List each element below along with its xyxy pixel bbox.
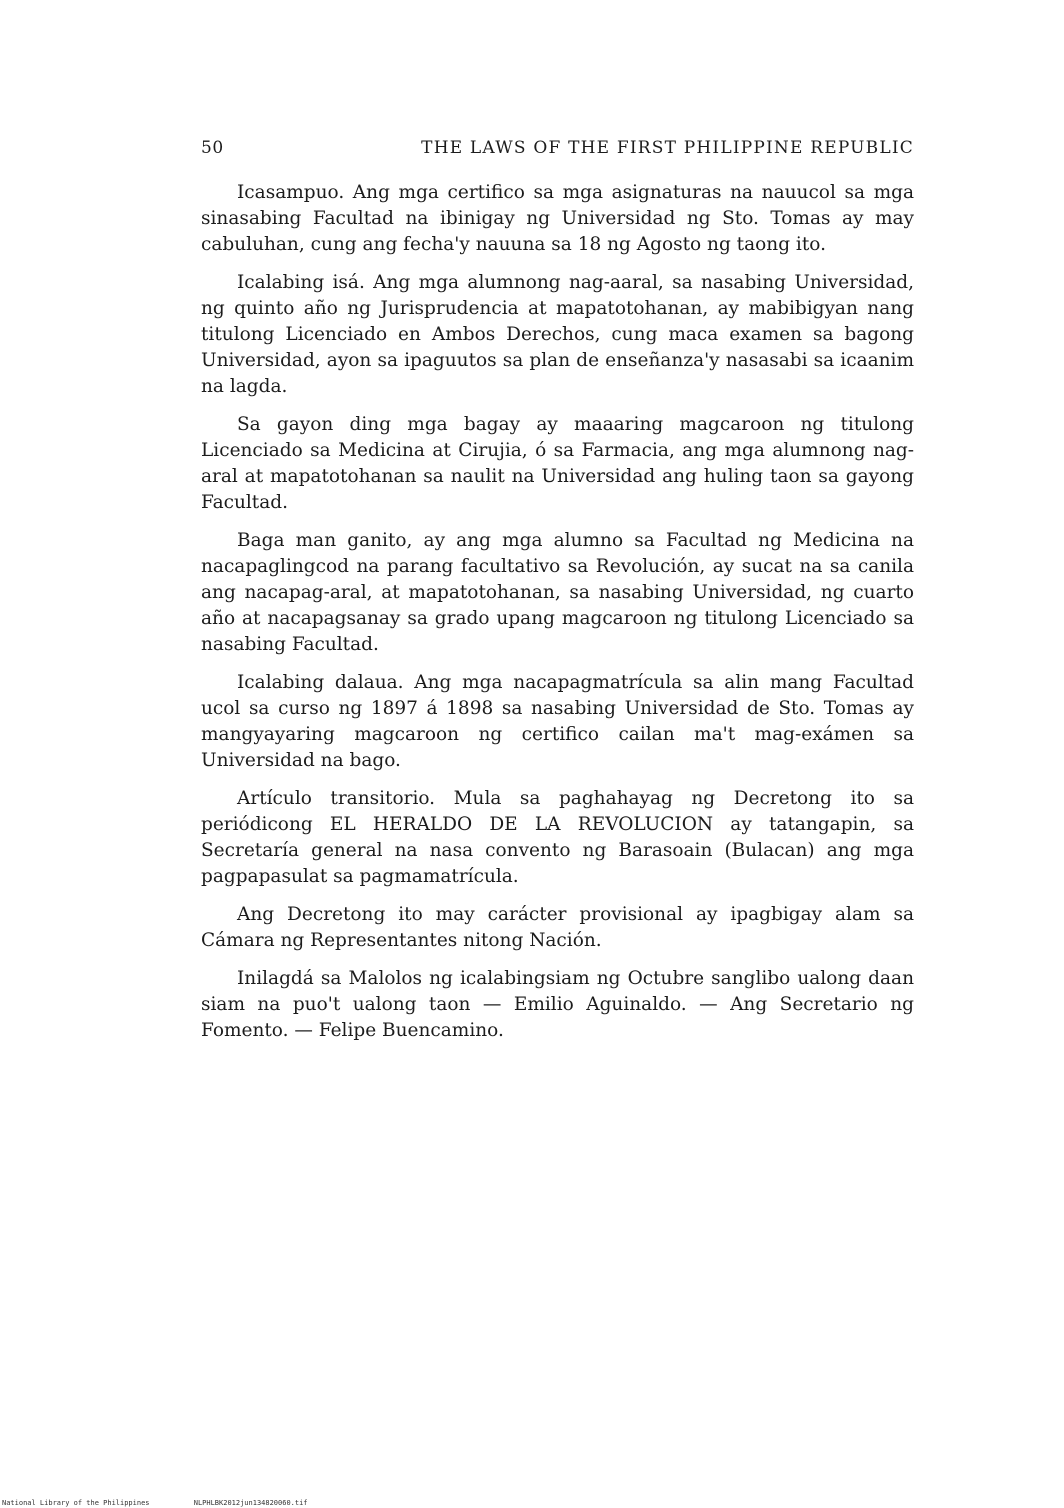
running-header: [201, 138, 914, 166]
paragraph-decreto-provisional: Ang Decretong ito may carácter provisional ay ipagbigay alam sa Cámara ng Representantes nitong Nación.: [201, 904, 914, 951]
paragraph-articulo-transitorio: Artículo transitorio. Mula sa paghahayag ng Decretong ito sa periódicong EL HERALDO DE LA REVOLUCION ay tatangapin, sa Secretaría general na nasa convento ng Barasoain (Bulacan) ang mga pagpapasulat sa pagmamatrícula.: [201, 788, 914, 887]
running-title: THE LAWS OF THE FIRST PHILIPPINE REPUBLIC: [421, 138, 914, 158]
paragraph-icasampuo: Icasampuo. Ang mga certifico sa mga asignaturas na nauucol sa mga sinasabing Facultad na ibinigay ng Universidad ng Sto. Tomas ay may cabuluhan, cung ang fecha'y nauuna sa 18 ng Agosto ng taong ito.: [201, 182, 914, 255]
body-text: [201, 180, 914, 1056]
paragraph-medicina-farmacia: Sa gayon ding mga bagay ay maaaring magcaroon ng titulong Licenciado sa Medicina at Cirujia, ó sa Farmacia, ang mga alumnong nag-aral at mapatotohanan sa naulit na Universidad ang huling taon sa gayong Facultad.: [201, 414, 914, 513]
footer-source: National Library of the Philippines: [2, 1499, 150, 1507]
paragraph-icalabing-dalaua: Icalabing dalaua. Ang mga nacapagmatrícula sa alin mang Facultad ucol sa curso ng 1897 á 1898 sa nasabing Universidad de Sto. Tomas ay mangyayaring magcaroon ng certifico cailan ma't mag-exámen sa Universidad na bago.: [201, 672, 914, 771]
paragraph-signature: Inilagdá sa Malolos ng icalabingsiam ng Octubre sanglibo ualong daan siam na puo't ualong taon — Emilio Aguinaldo. — Ang Secretario ng Fomento. — Felipe Buencamino.: [201, 968, 914, 1041]
paragraph-baga-man-ganito: Baga man ganito, ay ang mga alumno sa Facultad ng Medicina na nacapaglingcod na parang facultativo sa Revolución, ay sucat na sa canila ang nacapag-aral, at mapatotohanan, sa nasabing Universidad, ng cuarto año at nacapagsanay sa grado upang magcaroon ng titulong Licenciado sa nasabing Facultad.: [201, 530, 914, 655]
footer-file-id: NLPHLBK2012jun134820060.tif: [193, 1499, 308, 1507]
page-number: 50: [201, 138, 224, 158]
scan-footer: [2, 1499, 348, 1507]
paragraph-icalabing-isa: Icalabing isá. Ang mga alumnong nag-aaral, sa nasabing Universidad, ng quinto año ng Jurisprudencia at mapatotohanan, ay mabibigyan nang titulong Licenciado en Ambos Derechos, cung maca examen sa bagong Universidad, ayon sa ipaguutos sa plan de enseñanza'y nasasabi sa icaanim na lagda.: [201, 272, 914, 397]
